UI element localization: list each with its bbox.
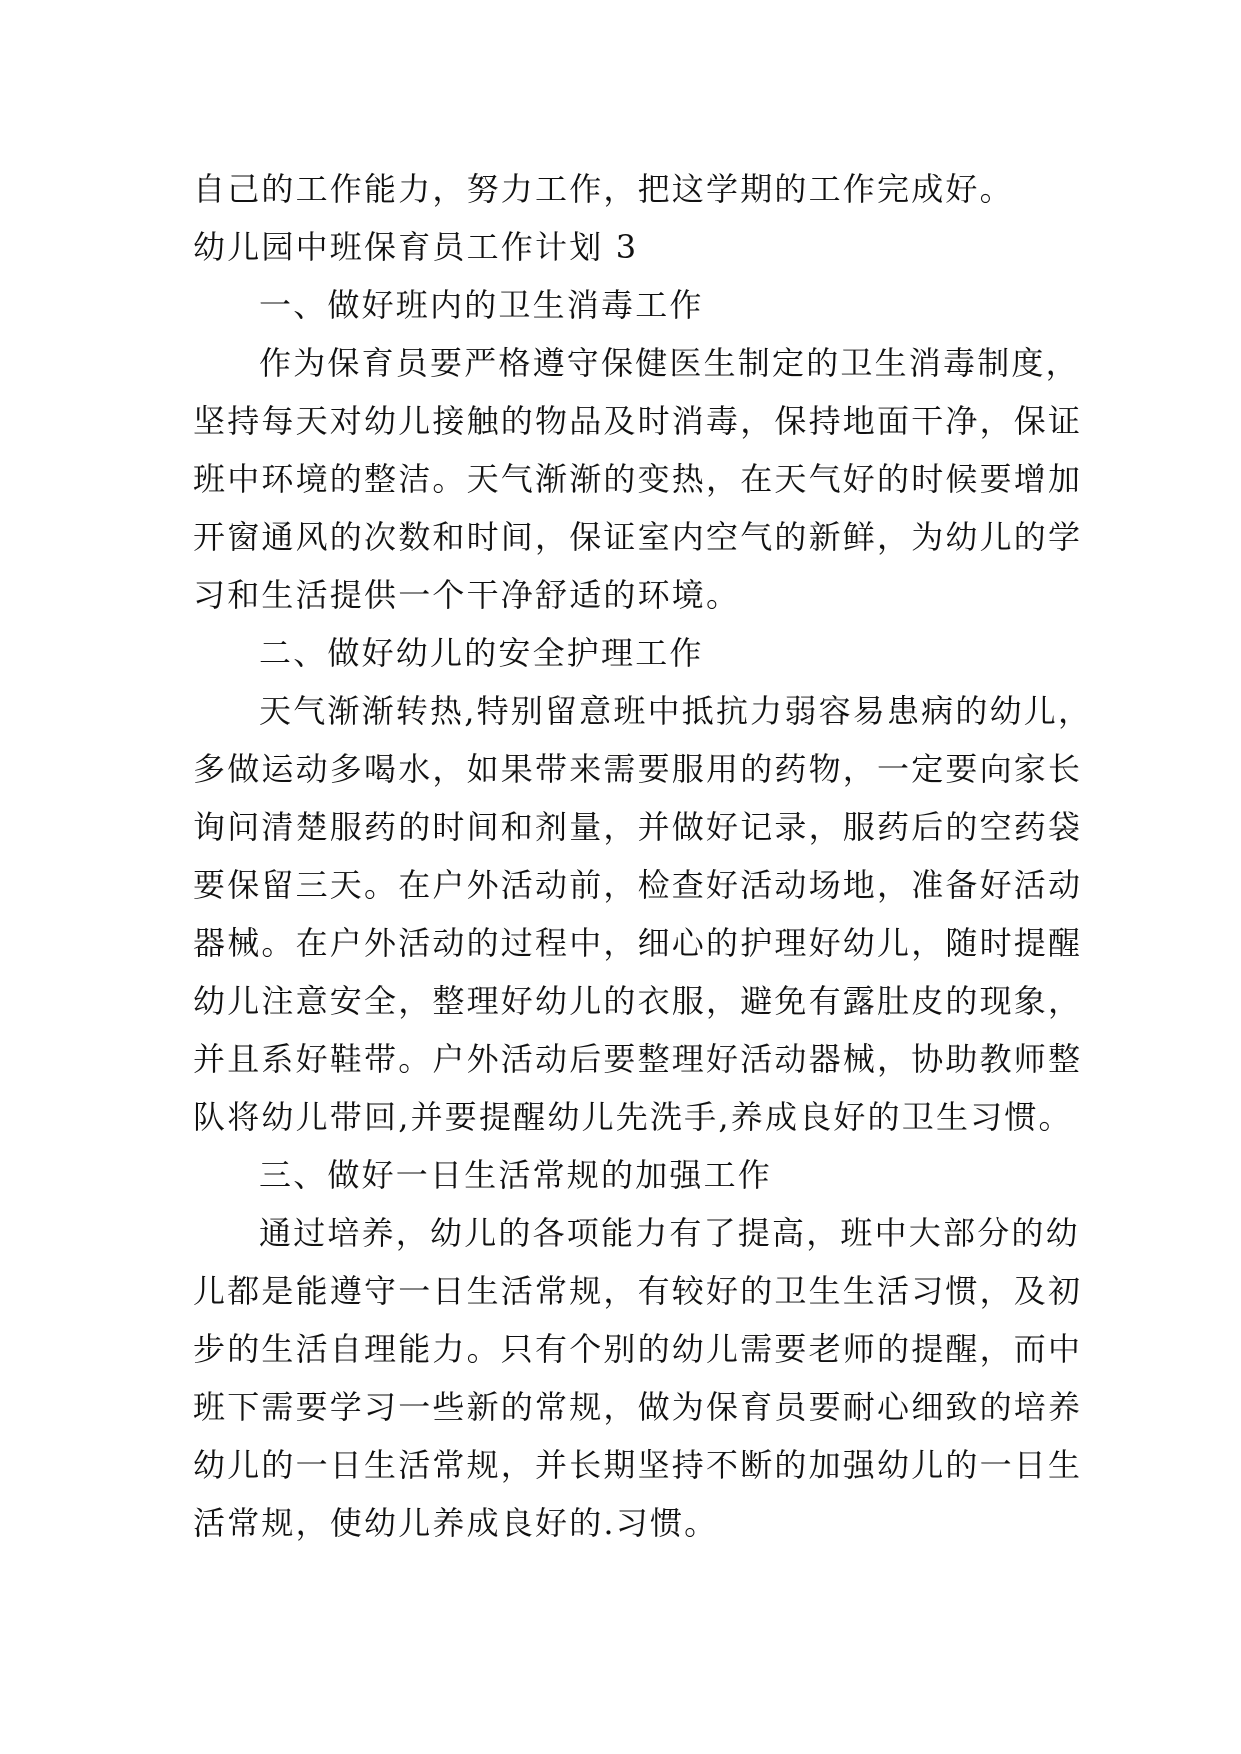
paragraph-line: 队将幼儿带回,并要提醒幼儿先洗手,养成良好的卫生习惯。 bbox=[193, 1098, 1073, 1136]
paragraph-line: 班下需要学习一些新的常规，做为保育员要耐心细致的培养 bbox=[193, 1388, 1083, 1426]
paragraph-line: 多做运动多喝水，如果带来需要服用的药物，一定要向家长 bbox=[193, 750, 1083, 788]
paragraph-line: 幼儿注意安全，整理好幼儿的衣服，避免有露肚皮的现象， bbox=[193, 982, 1083, 1020]
document-body bbox=[193, 160, 1093, 1552]
paragraph-line: 习和生活提供一个干净舒适的环境。 bbox=[193, 576, 741, 614]
paragraph-line: 通过培养，幼儿的各项能力有了提高，班中大部分的幼 bbox=[259, 1214, 1080, 1252]
paragraph-line: 作为保育员要严格遵守保健医生制定的卫生消毒制度， bbox=[259, 344, 1080, 382]
heading-1: 一、做好班内的卫生消毒工作 bbox=[259, 286, 704, 324]
paragraph-line: 询问清楚服药的时间和剂量，并做好记录，服药后的空药袋 bbox=[193, 808, 1083, 846]
paragraph-line: 活常规，使幼儿养成良好的.习惯。 bbox=[193, 1504, 719, 1542]
paragraph-line: 天气渐渐转热,特别留意班中抵抗力弱容易患病的幼儿， bbox=[259, 692, 1093, 730]
heading-2: 二、做好幼儿的安全护理工作 bbox=[259, 634, 704, 672]
section-title: 幼儿园中班保育员工作计划 3 bbox=[193, 228, 639, 266]
paragraph-line: 开窗通风的次数和时间，保证室内空气的新鲜，为幼儿的学 bbox=[193, 518, 1083, 556]
paragraph-line: 并且系好鞋带。户外活动后要整理好活动器械，协助教师整 bbox=[193, 1040, 1083, 1078]
paragraph-line: 幼儿的一日生活常规，并长期坚持不断的加强幼儿的一日生 bbox=[193, 1446, 1083, 1484]
paragraph-line: 儿都是能遵守一日生活常规，有较好的卫生生活习惯，及初 bbox=[193, 1272, 1083, 1310]
text-line: 自己的工作能力，努力工作，把这学期的工作完成好。 bbox=[193, 170, 1014, 208]
paragraph-line: 要保留三天。在户外活动前，检查好活动场地，准备好活动 bbox=[193, 866, 1083, 904]
paragraph-line: 器械。在户外活动的过程中，细心的护理好幼儿，随时提醒 bbox=[193, 924, 1083, 962]
heading-3: 三、做好一日生活常规的加强工作 bbox=[259, 1156, 773, 1194]
paragraph-line: 班中环境的整洁。天气渐渐的变热，在天气好的时候要增加 bbox=[193, 460, 1083, 498]
paragraph-line: 步的生活自理能力。只有个别的幼儿需要老师的提醒，而中 bbox=[193, 1330, 1083, 1368]
paragraph-line: 坚持每天对幼儿接触的物品及时消毒，保持地面干净，保证 bbox=[193, 402, 1083, 440]
